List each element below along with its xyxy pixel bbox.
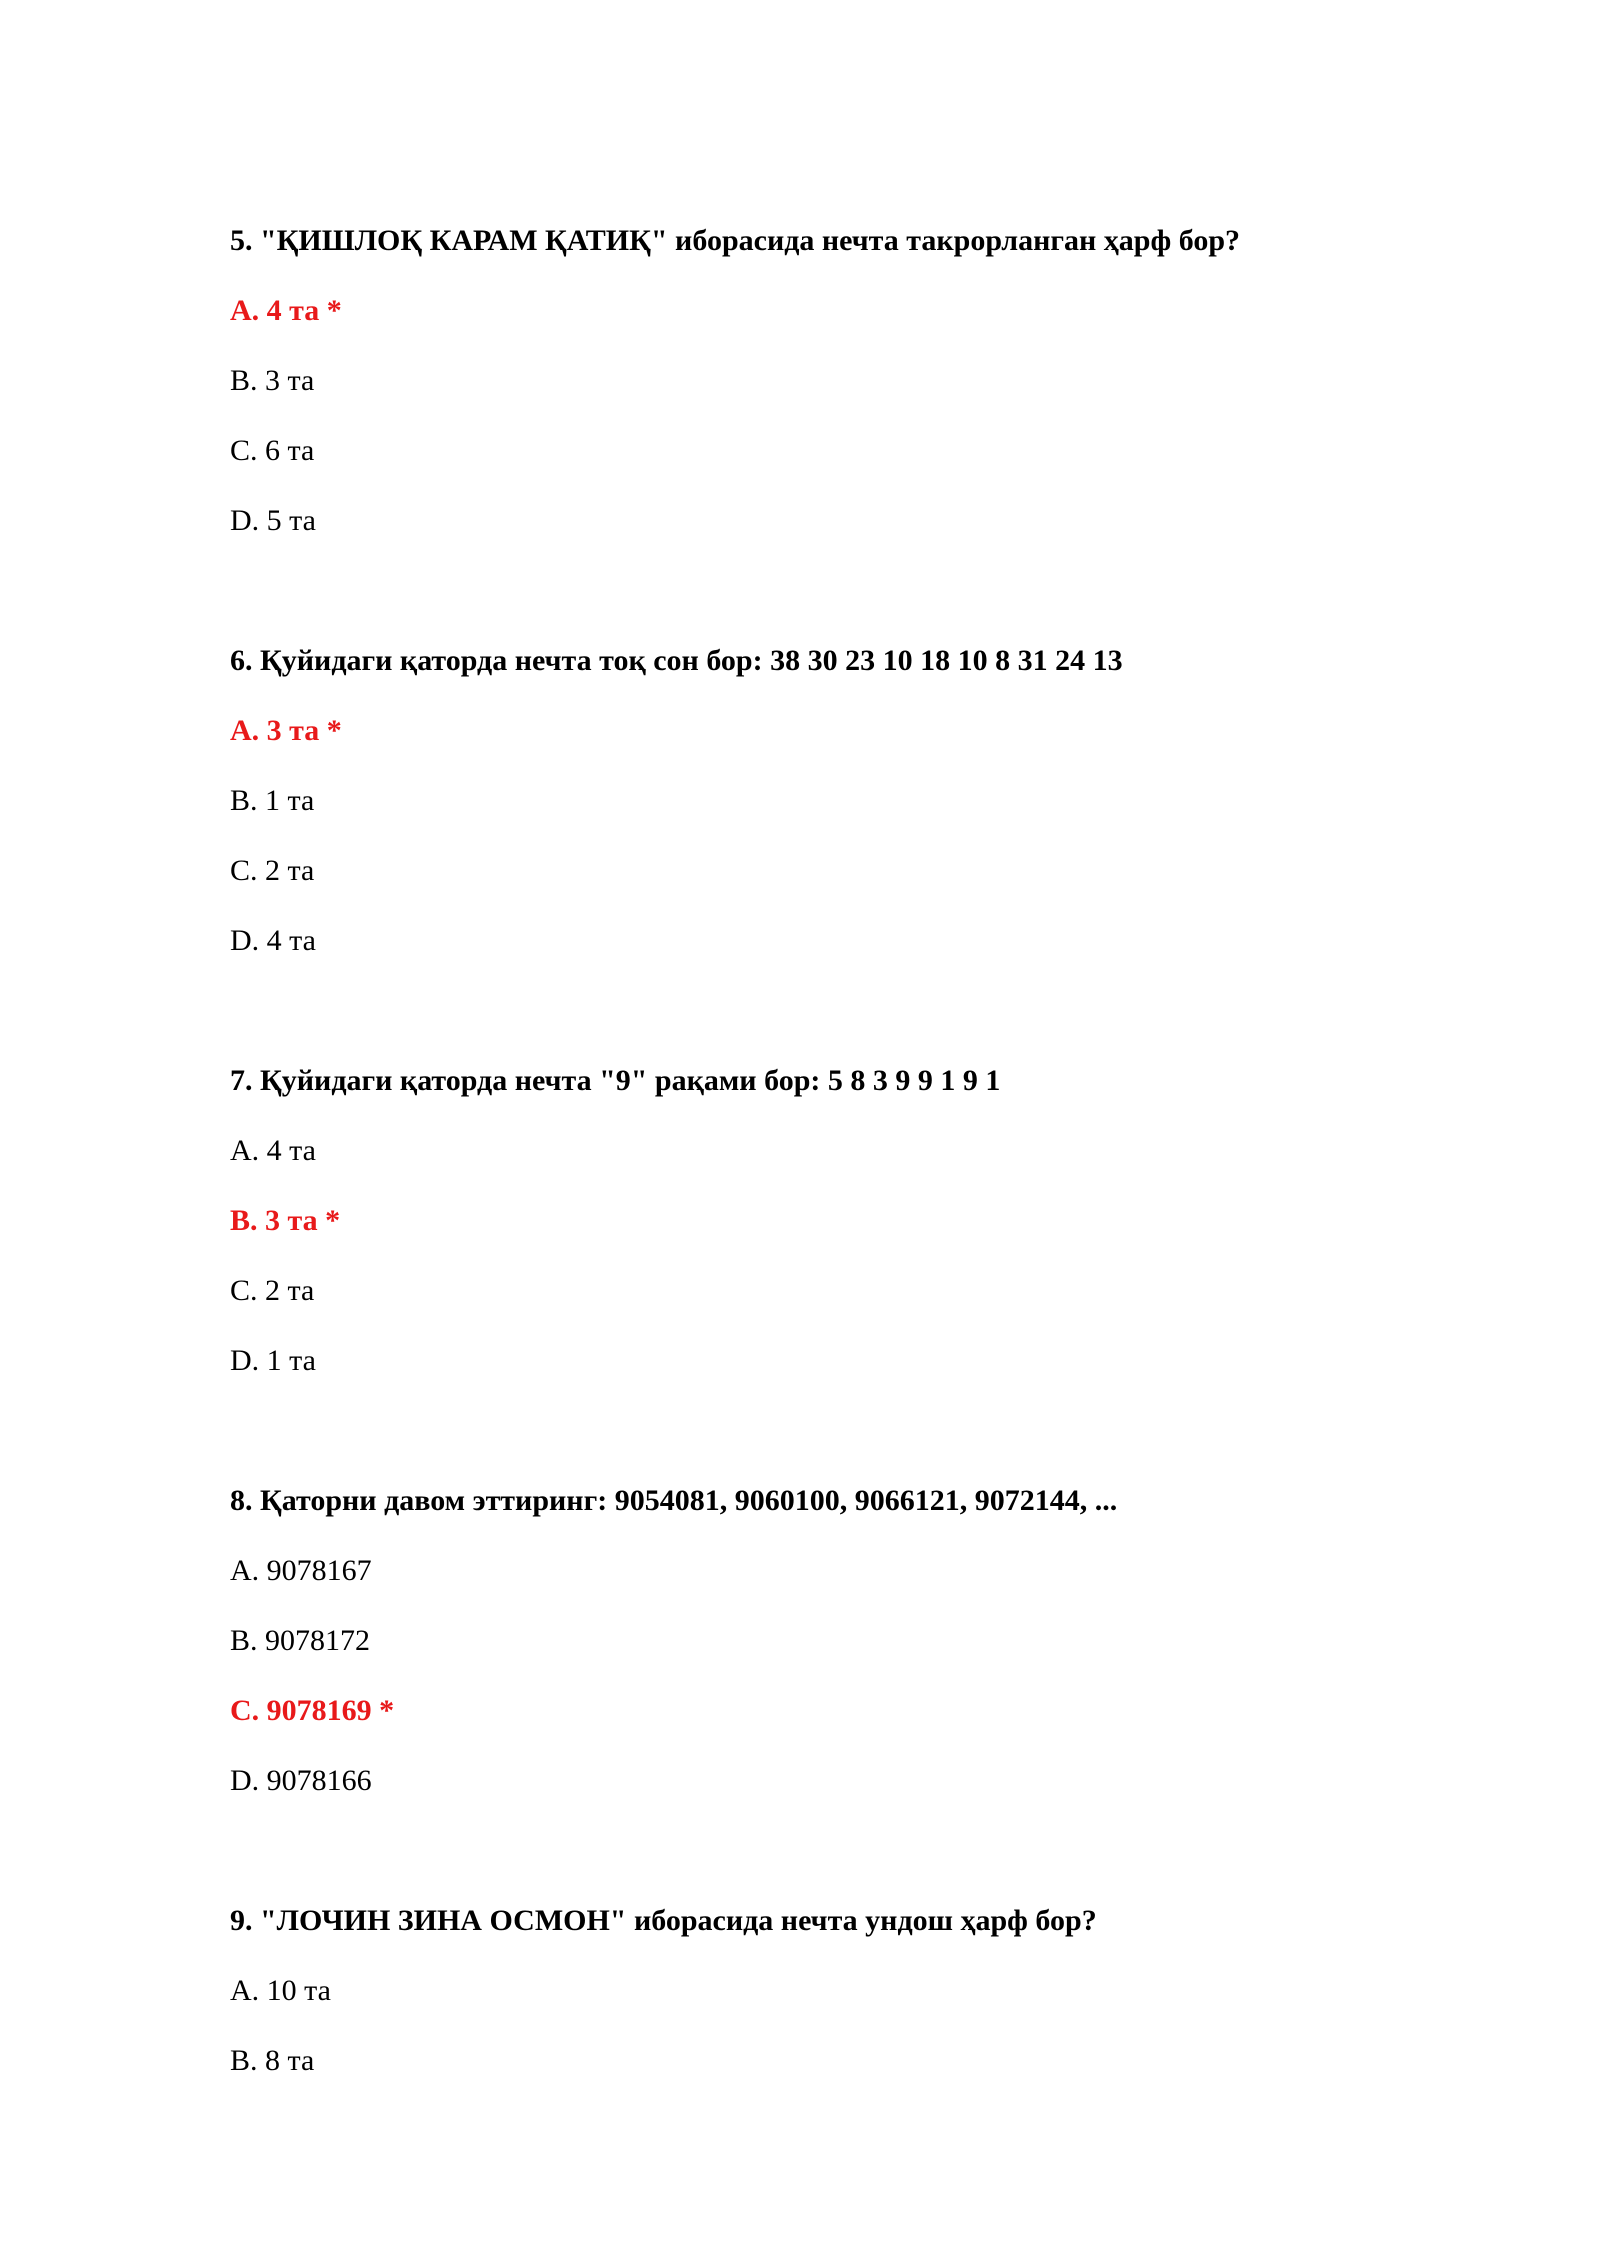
question-text: 8. Қаторни давом эттиринг: 9054081, 9060100, 9066121, 9072144, ... (230, 1484, 1118, 1517)
option-b: B. 8 та (230, 2044, 315, 2077)
option-a: A. 9078167 (230, 1554, 372, 1587)
option-c: C. 2 та (230, 854, 315, 887)
question-spacer (230, 960, 1470, 1062)
question-text: 5. "ҚИШЛОҚ КАРАМ ҚАТИҚ" иборасида нечта такрорланган ҳарф бор? (230, 224, 1241, 257)
option-c: C. 6 та (230, 434, 315, 467)
option-d: D. 1 та (230, 1344, 316, 1377)
option-c: C. 2 та (230, 1274, 315, 1307)
question-text: 9. "ЛОЧИН ЗИНА ОСМОН" иборасида нечта ундош ҳарф бор? (230, 1904, 1097, 1937)
question-spacer (230, 1800, 1470, 1902)
question-spacer (230, 540, 1470, 642)
question-6 (230, 642, 1470, 960)
option-a-correct: A. 3 та * (230, 714, 342, 747)
quiz-page (230, 222, 1470, 2080)
option-c-correct: C. 9078169 * (230, 1694, 395, 1727)
option-b: B. 1 та (230, 784, 315, 817)
option-a: A. 10 та (230, 1974, 331, 2007)
option-d: D. 4 та (230, 924, 316, 957)
question-7 (230, 1062, 1470, 1380)
question-text: 7. Қуйидаги қаторда нечта "9" рақами бор: 5 8 3 9 9 1 9 1 (230, 1064, 1001, 1097)
question-8 (230, 1482, 1470, 1800)
question-spacer (230, 1380, 1470, 1482)
question-9 (230, 1902, 1470, 2080)
option-b: B. 3 та (230, 364, 315, 397)
option-a-correct: A. 4 та * (230, 294, 342, 327)
question-5 (230, 222, 1470, 540)
option-d: D. 5 та (230, 504, 316, 537)
option-d: D. 9078166 (230, 1764, 372, 1797)
option-a: A. 4 та (230, 1134, 316, 1167)
question-text: 6. Қуйидаги қаторда нечта тоқ сон бор: 38 30 23 10 18 10 8 31 24 13 (230, 644, 1123, 677)
option-b-correct: B. 3 та * (230, 1204, 341, 1237)
option-b: B. 9078172 (230, 1624, 371, 1657)
